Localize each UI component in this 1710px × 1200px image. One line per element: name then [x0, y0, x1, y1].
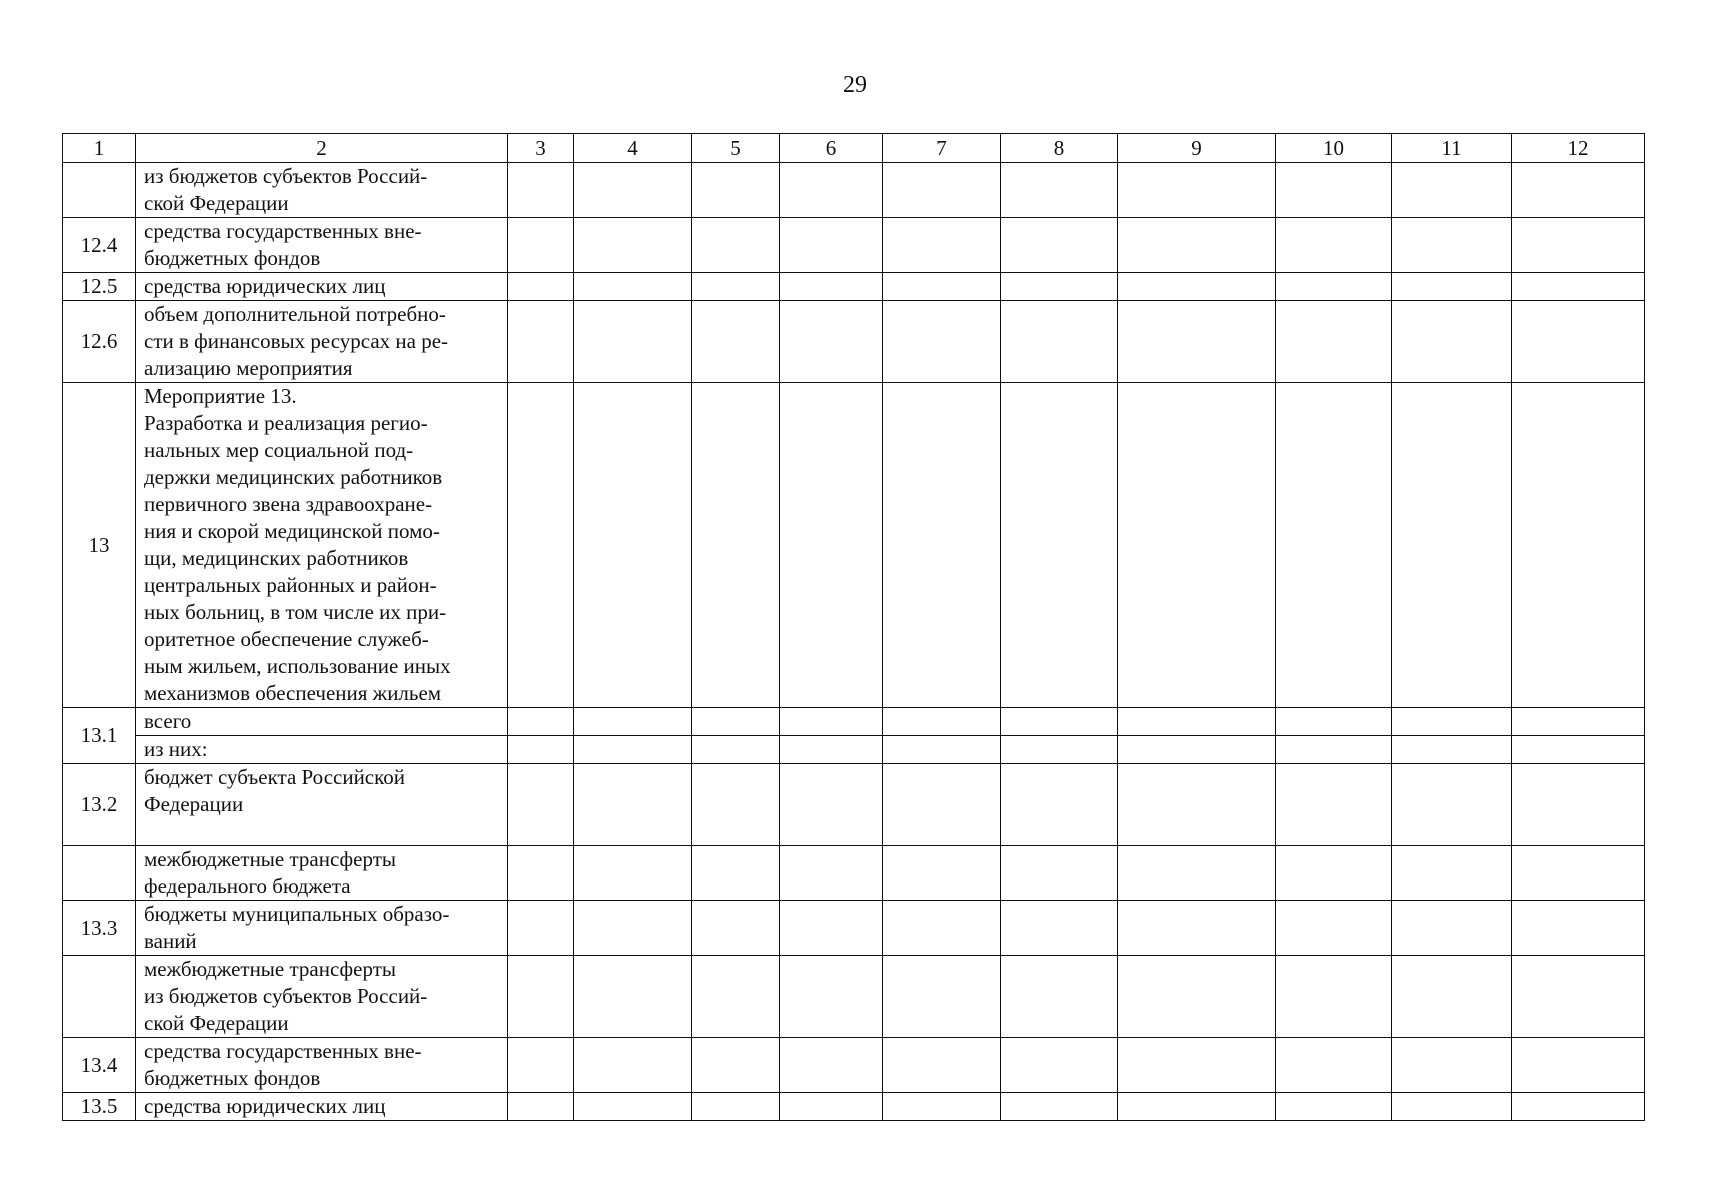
column-header: 1 [63, 134, 136, 163]
value-cell [1276, 383, 1392, 708]
value-cell [780, 956, 883, 1038]
column-header: 10 [1276, 134, 1392, 163]
value-cell [1118, 1093, 1276, 1121]
value-cell [508, 708, 574, 736]
table-row [63, 273, 1645, 301]
column-header: 9 [1118, 134, 1276, 163]
row-number [63, 956, 136, 1038]
value-cell [1118, 383, 1276, 708]
value-cell [1512, 301, 1645, 383]
value-cell [1001, 1093, 1118, 1121]
table-row [63, 736, 1645, 764]
value-cell [1276, 1093, 1392, 1121]
value-cell [692, 764, 780, 846]
value-cell [692, 736, 780, 764]
value-cell [1512, 901, 1645, 956]
value-cell [1276, 301, 1392, 383]
value-cell [1276, 846, 1392, 901]
value-cell [1118, 736, 1276, 764]
value-cell [1118, 956, 1276, 1038]
table-row [63, 1093, 1645, 1121]
row-label: средства юридических лиц [136, 273, 508, 301]
value-cell [1001, 163, 1118, 218]
value-cell [1392, 764, 1512, 846]
table-row [63, 383, 1645, 708]
value-cell [508, 383, 574, 708]
value-cell [574, 846, 692, 901]
value-cell [1118, 708, 1276, 736]
value-cell [1512, 273, 1645, 301]
value-cell [1118, 764, 1276, 846]
value-cell [1392, 956, 1512, 1038]
row-number: 13.3 [63, 901, 136, 956]
value-cell [1512, 1093, 1645, 1121]
row-number: 13.4 [63, 1038, 136, 1093]
value-cell [1001, 846, 1118, 901]
value-cell [883, 764, 1001, 846]
row-number: 12.4 [63, 218, 136, 273]
value-cell [1001, 301, 1118, 383]
value-cell [1392, 301, 1512, 383]
value-cell [1118, 846, 1276, 901]
value-cell [1276, 163, 1392, 218]
value-cell [883, 1038, 1001, 1093]
value-cell [574, 1038, 692, 1093]
value-cell [1001, 901, 1118, 956]
value-cell [1392, 901, 1512, 956]
row-number [63, 846, 136, 901]
budget-table [62, 133, 1645, 1121]
value-cell [1512, 163, 1645, 218]
value-cell [574, 383, 692, 708]
value-cell [1276, 901, 1392, 956]
value-cell [1118, 218, 1276, 273]
value-cell [692, 1093, 780, 1121]
table-row [63, 956, 1645, 1038]
value-cell [1276, 956, 1392, 1038]
value-cell [1276, 736, 1392, 764]
value-cell [883, 163, 1001, 218]
column-header: 7 [883, 134, 1001, 163]
page-number: 29 [843, 72, 867, 98]
value-cell [1001, 383, 1118, 708]
value-cell [1392, 273, 1512, 301]
value-cell [780, 1038, 883, 1093]
value-cell [1392, 1093, 1512, 1121]
value-cell [508, 846, 574, 901]
value-cell [1276, 1038, 1392, 1093]
value-cell [1001, 764, 1118, 846]
value-cell [1512, 764, 1645, 846]
value-cell [1392, 736, 1512, 764]
row-label: Мероприятие 13. Разработка и реализация регио- нальных мер социальной под- держки медицинских работников первичного звена здравоохране- ния и скорой медицинской помо- щи, медицинских работников центральных районных и район- ных больниц, в том числе их при- оритетное обеспечение служеб- ным жильем, использование иных механизмов обеспечения жильем [136, 383, 508, 708]
column-header: 4 [574, 134, 692, 163]
column-header: 2 [136, 134, 508, 163]
value-cell [1001, 1038, 1118, 1093]
value-cell [883, 708, 1001, 736]
value-cell [692, 218, 780, 273]
value-cell [692, 163, 780, 218]
value-cell [574, 708, 692, 736]
column-header: 6 [780, 134, 883, 163]
row-number: 13.1 [63, 708, 136, 764]
value-cell [1276, 708, 1392, 736]
value-cell [508, 956, 574, 1038]
value-cell [1392, 218, 1512, 273]
value-cell [508, 163, 574, 218]
value-cell [692, 846, 780, 901]
value-cell [883, 736, 1001, 764]
value-cell [1512, 708, 1645, 736]
row-label: межбюджетные трансферты из бюджетов субъектов Россий- ской Федерации [136, 956, 508, 1038]
value-cell [883, 383, 1001, 708]
value-cell [883, 1093, 1001, 1121]
value-cell [1118, 301, 1276, 383]
row-number [63, 163, 136, 218]
value-cell [508, 1038, 574, 1093]
value-cell [883, 218, 1001, 273]
value-cell [692, 273, 780, 301]
value-cell [1512, 383, 1645, 708]
value-cell [508, 1093, 574, 1121]
row-label: из них: [136, 736, 508, 764]
row-label: бюджеты муниципальных образо- ваний [136, 901, 508, 956]
table-row [63, 764, 1645, 846]
table-row [63, 901, 1645, 956]
value-cell [574, 218, 692, 273]
value-cell [1001, 273, 1118, 301]
value-cell [692, 1038, 780, 1093]
value-cell [780, 218, 883, 273]
column-header: 11 [1392, 134, 1512, 163]
value-cell [508, 764, 574, 846]
value-cell [508, 736, 574, 764]
row-label: средства государственных вне- бюджетных фондов [136, 1038, 508, 1093]
table-row [63, 708, 1645, 736]
value-cell [692, 956, 780, 1038]
value-cell [692, 301, 780, 383]
value-cell [1512, 1038, 1645, 1093]
value-cell [574, 736, 692, 764]
table-row [63, 163, 1645, 218]
value-cell [883, 956, 1001, 1038]
value-cell [1392, 846, 1512, 901]
row-label: бюджет субъекта Российской Федерации [136, 764, 508, 846]
value-cell [1118, 163, 1276, 218]
column-header: 5 [692, 134, 780, 163]
value-cell [1392, 708, 1512, 736]
value-cell [1118, 1038, 1276, 1093]
value-cell [574, 273, 692, 301]
value-cell [1512, 218, 1645, 273]
value-cell [574, 764, 692, 846]
value-cell [1118, 273, 1276, 301]
row-number: 12.5 [63, 273, 136, 301]
row-label: средства государственных вне- бюджетных фондов [136, 218, 508, 273]
value-cell [780, 846, 883, 901]
table-row [63, 218, 1645, 273]
value-cell [1276, 764, 1392, 846]
row-label: всего [136, 708, 508, 736]
header-row [63, 134, 1645, 163]
value-cell [780, 383, 883, 708]
value-cell [1001, 708, 1118, 736]
value-cell [508, 901, 574, 956]
value-cell [1512, 846, 1645, 901]
value-cell [692, 901, 780, 956]
row-number: 12.6 [63, 301, 136, 383]
value-cell [780, 764, 883, 846]
value-cell [1392, 1038, 1512, 1093]
row-number: 13.2 [63, 764, 136, 846]
value-cell [1276, 218, 1392, 273]
row-number: 13 [63, 383, 136, 708]
value-cell [780, 163, 883, 218]
value-cell [1512, 736, 1645, 764]
value-cell [1512, 956, 1645, 1038]
value-cell [574, 163, 692, 218]
column-header: 8 [1001, 134, 1118, 163]
value-cell [574, 901, 692, 956]
value-cell [780, 901, 883, 956]
row-number: 13.5 [63, 1093, 136, 1121]
column-header: 3 [508, 134, 574, 163]
value-cell [780, 273, 883, 301]
value-cell [574, 956, 692, 1038]
row-label: объем дополнительной потребно- сти в финансовых ресурсах на ре- ализацию мероприятия [136, 301, 508, 383]
value-cell [1392, 383, 1512, 708]
row-label: межбюджетные трансферты федерального бюджета [136, 846, 508, 901]
value-cell [1276, 273, 1392, 301]
value-cell [1392, 163, 1512, 218]
value-cell [883, 301, 1001, 383]
table-row [63, 1038, 1645, 1093]
value-cell [1001, 736, 1118, 764]
column-header: 12 [1512, 134, 1645, 163]
row-label: из бюджетов субъектов Россий- ской Федерации [136, 163, 508, 218]
value-cell [883, 846, 1001, 901]
value-cell [574, 301, 692, 383]
value-cell [692, 383, 780, 708]
table-row [63, 301, 1645, 383]
row-label: средства юридических лиц [136, 1093, 508, 1121]
value-cell [574, 1093, 692, 1121]
value-cell [508, 218, 574, 273]
value-cell [883, 273, 1001, 301]
value-cell [1001, 956, 1118, 1038]
table-row [63, 846, 1645, 901]
value-cell [1001, 218, 1118, 273]
value-cell [780, 708, 883, 736]
value-cell [883, 901, 1001, 956]
value-cell [508, 273, 574, 301]
value-cell [1118, 901, 1276, 956]
value-cell [508, 301, 574, 383]
value-cell [692, 708, 780, 736]
value-cell [780, 301, 883, 383]
value-cell [780, 736, 883, 764]
value-cell [780, 1093, 883, 1121]
